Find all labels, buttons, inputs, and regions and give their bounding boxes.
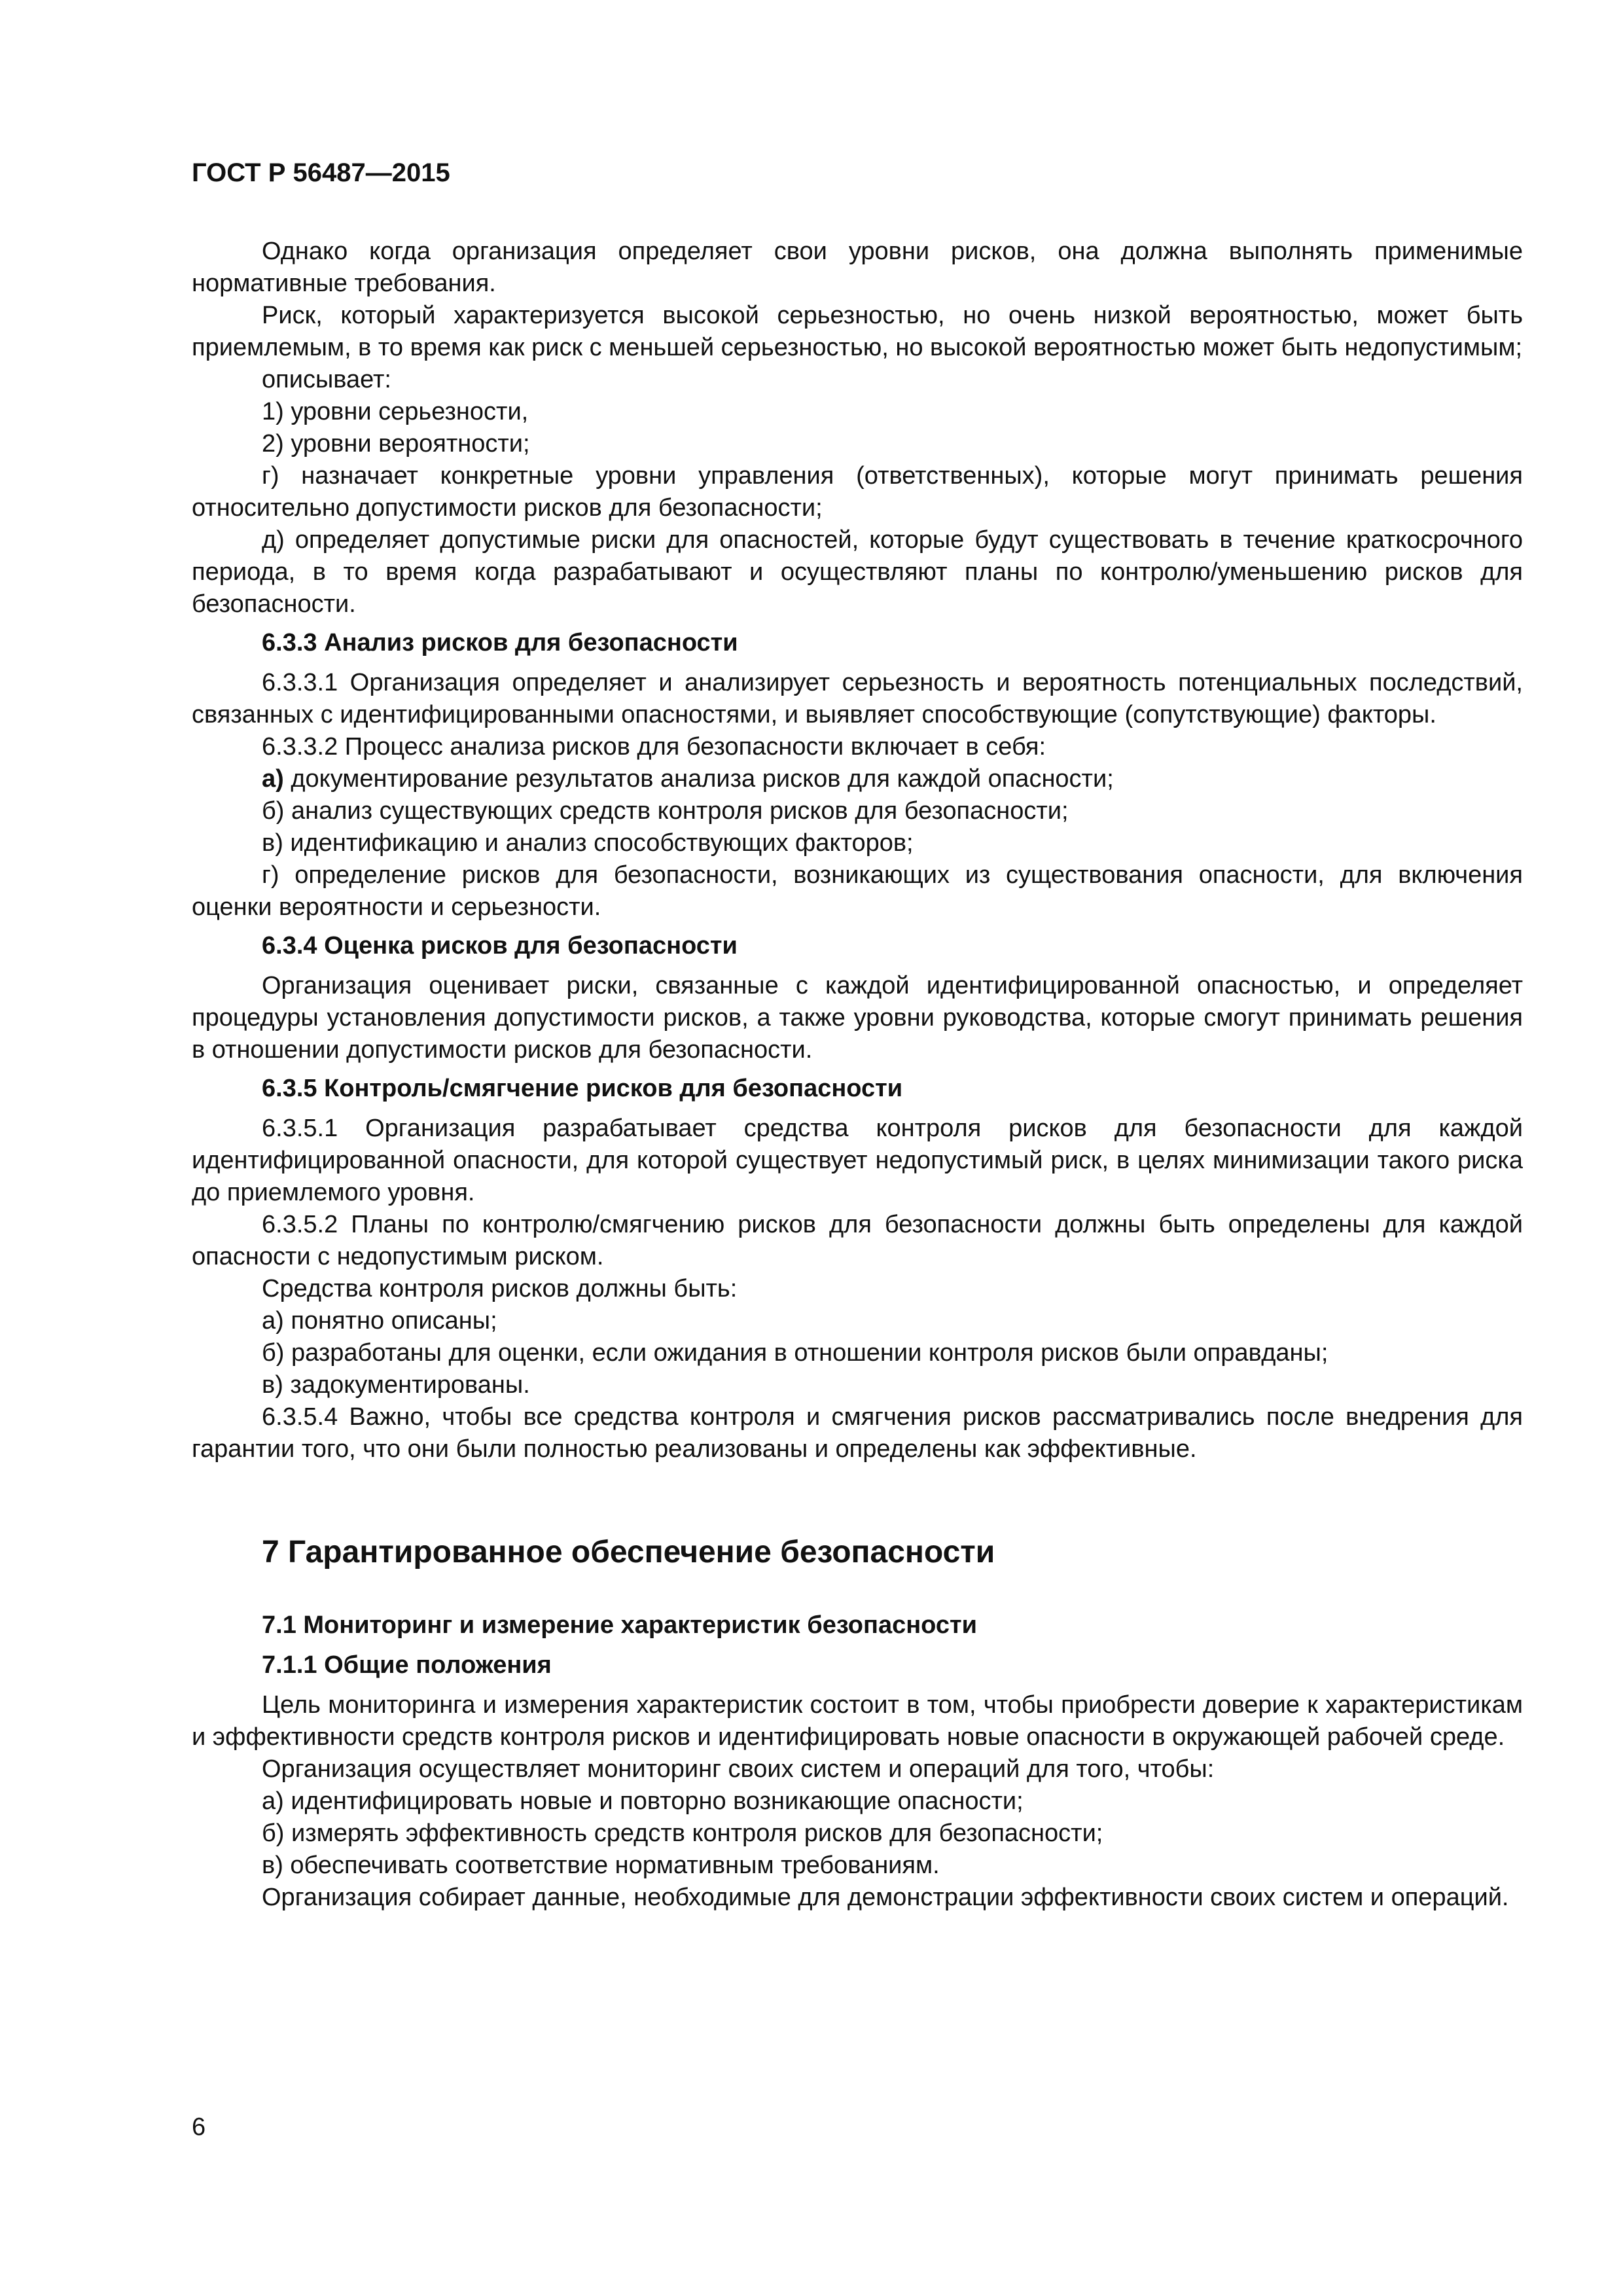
list-item: б) анализ существующих средств контроля рисков для безопасности; [262, 797, 1069, 825]
list-marker: а) [262, 765, 284, 793]
paragraph-6-3-4: Организация оценивает риски, связанные с каждой идентифицированной опасностью, и определяет процедуры установления допустимости рисков, а также уровни руководства, которые смогут принимать решения в отношении допустимости рисков для безопасности. [192, 972, 1523, 1064]
list-item: в) идентификацию и анализ способствующих факторов; [262, 829, 914, 857]
document-page [192, 157, 1523, 2121]
section-7-title: 7 Гарантированное обеспечение безопасности [262, 1535, 995, 1570]
list-item: в) обеспечивать соответствие нормативным требованиям. [262, 1852, 940, 1879]
list-item: 2) уровни вероятности; [262, 430, 530, 457]
document-header: ГОСТ Р 56487—2015 [192, 158, 450, 187]
section-6-3-5-title: 6.3.5 Контроль/смягчение рисков для безопасности [262, 1075, 903, 1102]
list-item: в) задокументированы. [262, 1371, 530, 1399]
list-item-d: д) определяет допустимые риски для опасностей, которые будут существовать в течение краткосрочного периода, в то время когда разрабатывают и осуществляют планы по контролю/уменьшению рисков для безопасности. [192, 526, 1523, 618]
paragraph-6-3-5-2: 6.3.5.2 Планы по контролю/смягчению рисков для безопасности должны быть определены для каждой опасности с недопустимым риском. [192, 1211, 1523, 1270]
paragraph-6-3-5-4: 6.3.5.4 Важно, чтобы все средства контроля и смягчения рисков рассматривались после внедрения для гарантии того, что они были полностью реализованы и определены как эффективные. [192, 1403, 1523, 1463]
list-item: 1) уровни серьезности, [262, 398, 529, 425]
section-7-1-1-title: 7.1.1 Общие положения [262, 1651, 552, 1679]
list-item: б) разработаны для оценки, если ожидания в отношении контроля рисков были оправданы; [262, 1339, 1329, 1367]
paragraph-6-3-5-1: 6.3.5.1 Организация разрабатывает средства контроля рисков для безопасности для каждой идентифицированной опасности, для которой существует недопустимый риск, в целях минимизации такого риска до приемлемого уровня. [192, 1115, 1523, 1206]
list-item: г) определение рисков для безопасности, возникающих из существования опасности, для включения оценки вероятности и серьезности. [192, 861, 1523, 921]
section-6-3-3-title: 6.3.3 Анализ рисков для безопасности [262, 629, 738, 656]
list-item: а) понятно описаны; [262, 1307, 497, 1335]
page-number: 6 [192, 2113, 206, 2141]
intro-paragraph-1: Однако когда организация определяет свои уровни рисков, она должна выполнять применимые нормативные требования. [192, 238, 1523, 297]
paragraph-6-3-3-2: 6.3.3.2 Процесс анализа рисков для безопасности включает в себя: [262, 733, 1046, 761]
list-item [192, 763, 1523, 795]
paragraph-7-1-1-2: Организация осуществляет мониторинг своих систем и операций для того, чтобы: [262, 1755, 1215, 1783]
section-6-3-4-title: 6.3.4 Оценка рисков для безопасности [262, 932, 738, 960]
paragraph-6-3-3-1: 6.3.3.1 Организация определяет и анализирует серьезность и вероятность потенциальных последствий, связанных с идентифицированными опасностями, и выявляет способствующие (сопутствующие) факторы. [192, 669, 1523, 728]
intro-paragraph-3: описывает: [262, 366, 391, 393]
paragraph-7-1-1-1: Цель мониторинга и измерения характеристик состоит в том, чтобы приобрести доверие к характеристикам и эффективности средств контроля рисков и идентифицировать новые опасности в окружающей рабочей среде. [192, 1691, 1523, 1751]
paragraph-6-3-5-3: Средства контроля рисков должны быть: [262, 1275, 738, 1302]
paragraph-7-1-1-3: Организация собирает данные, необходимые для демонстрации эффективности своих систем и операций. [262, 1884, 1509, 1911]
intro-paragraph-2: Риск, который характеризуется высокой серьезностью, но очень низкой вероятностью, может быть приемлемым, в то время как риск с меньшей серьезностью, но высокой вероятностью может быть недопустимым; [192, 302, 1523, 361]
list-item-text: документирование результатов анализа рисков для каждой опасности; [283, 765, 1114, 793]
list-item: а) идентифицировать новые и повторно возникающие опасности; [262, 1787, 1024, 1815]
list-item-g: г) назначает конкретные уровни управления (ответственных), которые могут принимать решения относительно допустимости рисков для безопасности; [192, 462, 1523, 522]
list-item: б) измерять эффективность средств контроля рисков для безопасности; [262, 1820, 1103, 1847]
section-7-1-title: 7.1 Мониторинг и измерение характеристик безопасности [262, 1611, 977, 1639]
